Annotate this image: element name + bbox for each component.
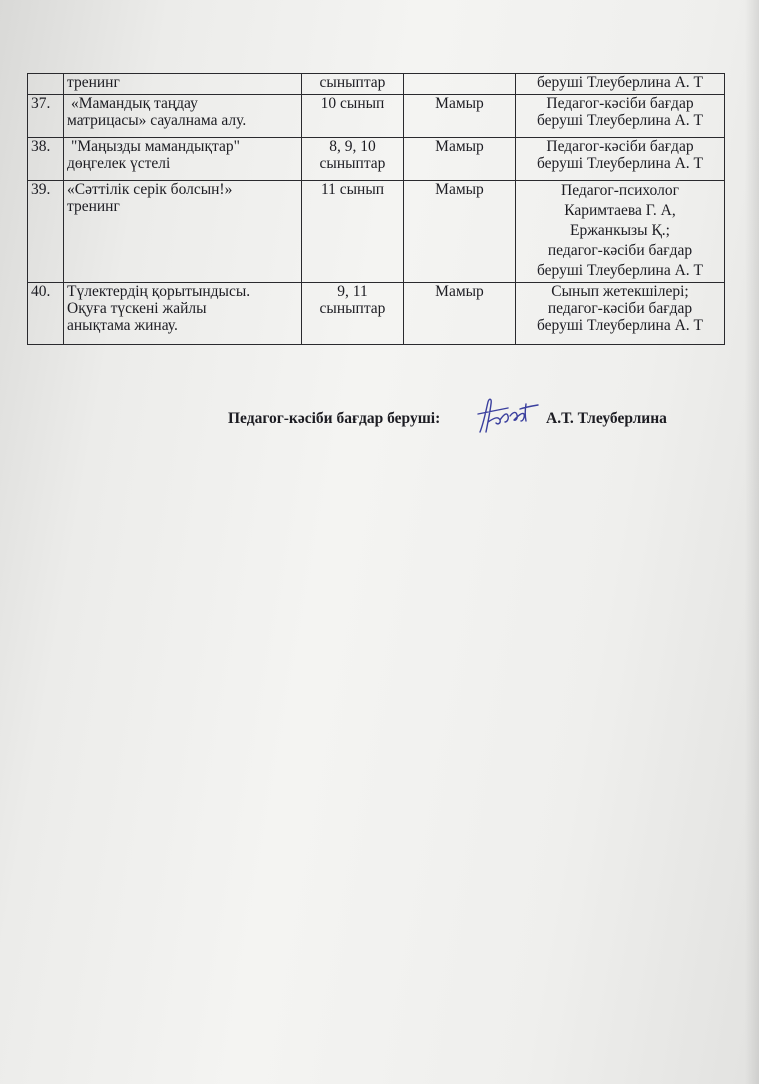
event-cell bbox=[64, 181, 302, 283]
event-text-line: анықтама жинау. bbox=[67, 317, 178, 334]
target-group-text: сыныптар bbox=[319, 155, 386, 172]
event-text-line: "Маңызды мамандықтар" bbox=[71, 138, 240, 155]
responsible-cell bbox=[516, 95, 725, 138]
time-cell: Мамыр bbox=[404, 95, 516, 138]
signature-role-label: Педагог-кәсіби бағдар беруші: bbox=[228, 410, 441, 427]
plan-table bbox=[27, 73, 725, 345]
table-row-38 bbox=[28, 138, 725, 181]
time-cell bbox=[404, 74, 516, 95]
responsible-text-line: Сынып жетекшілері; bbox=[551, 283, 689, 300]
signature-name: А.Т. Тлеуберлина bbox=[546, 410, 667, 427]
row-number-cell: 39. bbox=[28, 181, 64, 283]
responsible-text-line: Ержанкызы Қ.; bbox=[570, 222, 670, 239]
responsible-cell bbox=[516, 138, 725, 181]
time-cell: Мамыр bbox=[404, 181, 516, 283]
event-text-line: тренинг bbox=[67, 74, 120, 91]
row-number-cell: 38. bbox=[28, 138, 64, 181]
event-cell bbox=[64, 283, 302, 345]
handwritten-signature bbox=[474, 392, 542, 442]
target-group-cell bbox=[302, 181, 404, 283]
target-group-cell bbox=[302, 138, 404, 181]
responsible-text-line: Педагог-кәсіби бағдар bbox=[546, 138, 694, 155]
responsible-text-line: педагог-кәсіби бағдар bbox=[547, 300, 693, 317]
event-text-line: дөңгелек үстелі bbox=[67, 155, 171, 172]
responsible-text-line: беруші Тлеуберлина А. Т bbox=[536, 74, 704, 91]
target-group-text: 11 сынып bbox=[320, 181, 385, 198]
event-cell bbox=[64, 138, 302, 181]
table-row-continued bbox=[28, 74, 725, 95]
time-cell: Мамыр bbox=[404, 138, 516, 181]
time-cell: Мамыр bbox=[404, 283, 516, 345]
table-row-40 bbox=[28, 283, 725, 345]
event-cell bbox=[64, 74, 302, 95]
responsible-text-line: беруші Тлеуберлина А. Т bbox=[536, 112, 704, 129]
responsible-text-line: беруші Тлеуберлина А. Т bbox=[536, 155, 704, 172]
target-group-cell bbox=[302, 95, 404, 138]
paper-edge-shadow bbox=[745, 0, 759, 1084]
responsible-cell bbox=[516, 74, 725, 95]
target-group-cell bbox=[302, 74, 404, 95]
target-group-text: 8, 9, 10 bbox=[329, 138, 376, 155]
row-number-cell: 40. bbox=[28, 283, 64, 345]
target-group-text: сыныптар bbox=[319, 74, 386, 91]
event-text-line: Түлектердің қорытындысы. bbox=[67, 283, 251, 300]
target-group-text: 10 сынып bbox=[320, 95, 385, 112]
responsible-text-line: Педагог-кәсіби бағдар bbox=[546, 95, 694, 112]
event-text-line: тренинг bbox=[67, 198, 120, 215]
target-group-text: 9, 11 bbox=[337, 283, 368, 300]
responsible-text-line: беруші Тлеуберлина А. Т bbox=[536, 262, 704, 279]
event-text-line: «Сәттілік серік болсын!» bbox=[67, 181, 233, 198]
signature-block bbox=[228, 406, 708, 446]
responsible-text-line: Педагог-психолог bbox=[561, 182, 679, 199]
responsible-text-line: педагог-кәсіби бағдар bbox=[547, 242, 693, 259]
event-text-line: матрицасы» сауалнама алу. bbox=[67, 112, 247, 129]
responsible-text-line: беруші Тлеуберлина А. Т bbox=[536, 317, 704, 334]
target-group-text: сыныптар bbox=[319, 300, 386, 317]
row-number-cell bbox=[28, 74, 64, 95]
table-row-37 bbox=[28, 95, 725, 138]
table-row-39 bbox=[28, 181, 725, 283]
responsible-cell bbox=[516, 283, 725, 345]
responsible-text-line: Каримтаева Г. А, bbox=[564, 202, 676, 219]
row-number-cell: 37. bbox=[28, 95, 64, 138]
event-text-line: «Мамандық таңдау bbox=[71, 95, 198, 112]
event-cell bbox=[64, 95, 302, 138]
event-text-line: Оқуға түскені жайлы bbox=[67, 300, 207, 317]
target-group-cell bbox=[302, 283, 404, 345]
responsible-cell bbox=[516, 181, 725, 283]
